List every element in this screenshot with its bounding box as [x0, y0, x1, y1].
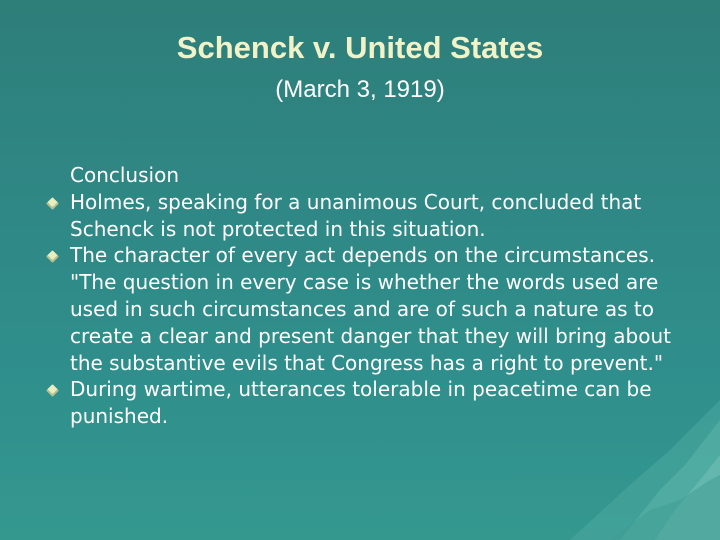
slide-subtitle: (March 3, 1919) — [275, 76, 445, 103]
bullet-item — [70, 189, 695, 243]
slide-body — [70, 162, 695, 430]
slide-title: Schenck v. United States — [176, 30, 544, 65]
bullet-text: Holmes, speaking for a unanimous Court, concluded that Schenck is not protected in this situation. — [70, 189, 642, 241]
section-heading: Conclusion — [70, 163, 179, 187]
bullet-text: The character of every act depends on the circumstances. "The question in every case is whether the words used are used in such circumstances and are of such a nature as to create a clear and present danger that they will bring about the substantive evils that Congress has a right to prevent." — [70, 243, 672, 375]
diamond-bullet-icon — [46, 385, 59, 398]
bullet-item — [70, 376, 695, 430]
diamond-bullet-icon — [46, 197, 59, 210]
diamond-bullet-icon — [46, 251, 59, 264]
bullet-list — [70, 189, 695, 430]
bullet-text: During wartime, utterances tolerable in peacetime can be punished. — [70, 377, 652, 429]
bullet-item — [70, 242, 695, 376]
